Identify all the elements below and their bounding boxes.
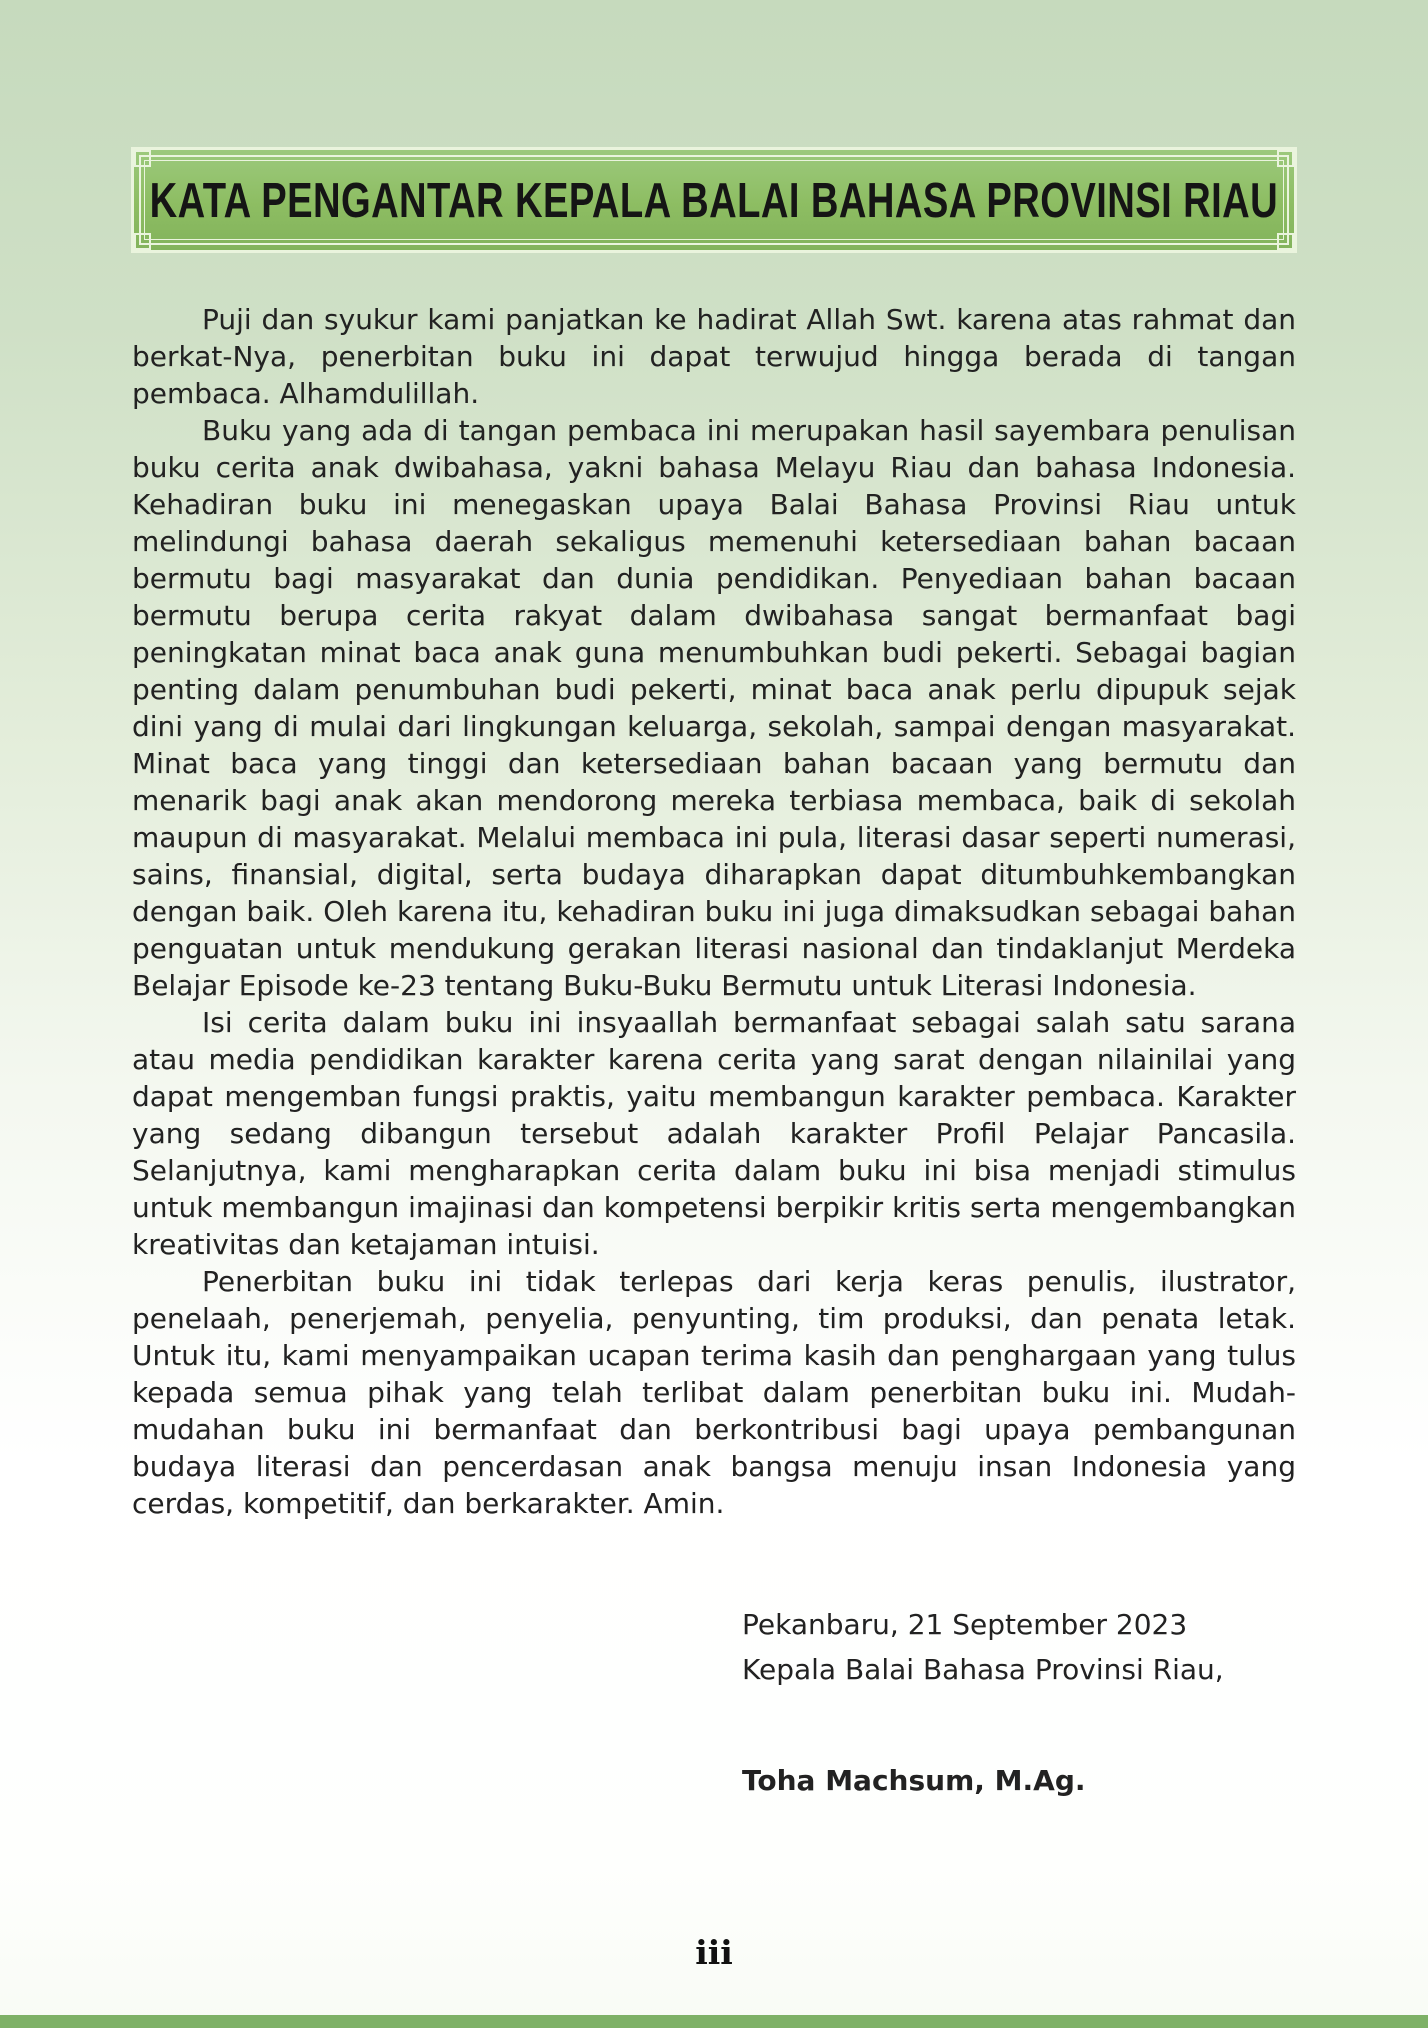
page-number: iii [695, 1933, 733, 1972]
title-banner [131, 147, 1297, 253]
banner-corner-ornament [1277, 233, 1294, 250]
banner-corner-ornament [1277, 150, 1294, 167]
signature-role: Kepala Balai Bahasa Provinsi Riau, [742, 1653, 1224, 1686]
page-title [34, 172, 1394, 228]
signature-place-date: Pekanbaru, 21 September 2023 [742, 1608, 1188, 1641]
paragraph-3: Isi cerita dalam buku ini insyaallah bermanfaat sebagai salah satu sarana atau media pendidikan karakter karena cerita yang sarat dengan nilainilai yang dapat mengemban fungsi praktis, yaitu membangun karakter pembaca. Karakter yang sedang dibangun tersebut adalah karakter Profil Pelajar Pancasila. Selanjutnya, kami mengharapkan cerita dalam buku ini bisa menjadi stimulus untuk membangun imajinasi dan kompetensi berpikir kritis serta mengembangkan kreativitas dan ketajaman intuisi. [132, 1006, 1296, 1261]
foreword-text [132, 301, 1296, 1522]
banner-corner-ornament [134, 233, 151, 250]
paragraph-2: Buku yang ada di tangan pembaca ini merupakan hasil sayembara penulisan buku cerita anak dwibahasa, yakni bahasa Melayu Riau dan bahasa Indonesia. Kehadiran buku ini menegaskan upaya Balai Bahasa Provinsi Riau untuk melindungi bahasa daerah sekaligus memenuhi ketersediaan bahan bacaan bermutu bagi masyarakat dan dunia pendidikan. Penyediaan bahan bacaan bermutu berupa cerita rakyat dalam dwibahasa sangat bermanfaat bagi peningkatan minat baca anak guna menumbuhkan budi pekerti. Sebagai bagian penting dalam penumbuhan budi pekerti, minat baca anak perlu dipupuk sejak dini yang di mulai dari lingkungan keluarga, sekolah, sampai dengan masyarakat. Minat baca yang tinggi dan ketersediaan bahan bacaan yang bermutu dan menarik bagi anak akan mendorong mereka terbiasa membaca, baik di sekolah maupun di masyarakat. Melalui membaca ini pula, literasi dasar seperti numerasi, sains, finansial, digital, serta budaya diharapkan dapat ditumbuhkembangkan dengan baik. Oleh karena itu, kehadiran buku ini juga dimaksudkan sebagai bahan penguatan untuk mendukung gerakan literasi nasional dan tindaklanjut Merdeka Belajar Episode ke-23 tentang Buku-Buku Bermutu untuk Literasi Indonesia. [132, 414, 1296, 1002]
page-title-text: KATA PENGANTAR KEPALA BALAI BAHASA PROVINSI RIAU [149, 172, 1279, 228]
banner-corner-ornament [134, 150, 151, 167]
signature-name: Toha Machsum, M.Ag. [742, 1764, 1086, 1797]
bottom-green-bar [0, 2015, 1428, 2028]
paragraph-4: Penerbitan buku ini tidak terlepas dari kerja keras penulis, ilustrator, penelaah, penerjemah, penyelia, penyunting, tim produksi, dan penata letak. Untuk itu, kami menyampaikan ucapan terima kasih dan penghargaan yang tulus kepada semua pihak yang telah terlibat dalam penerbitan buku ini. Mudah-mudahan buku ini bermanfaat dan berkontribusi bagi upaya pembangunan budaya literasi dan pencerdasan anak bangsa menuju insan Indonesia yang cerdas, kompetitif, dan berkarakter. Amin. [132, 1265, 1296, 1520]
signature-block [742, 1602, 1428, 1803]
paragraph-1: Puji dan syukur kami panjatkan ke hadirat Allah Swt. karena atas rahmat dan berkat-Nya, penerbitan buku ini dapat terwujud hingga berada di tangan pembaca. Alhamdulillah. [132, 303, 1296, 410]
